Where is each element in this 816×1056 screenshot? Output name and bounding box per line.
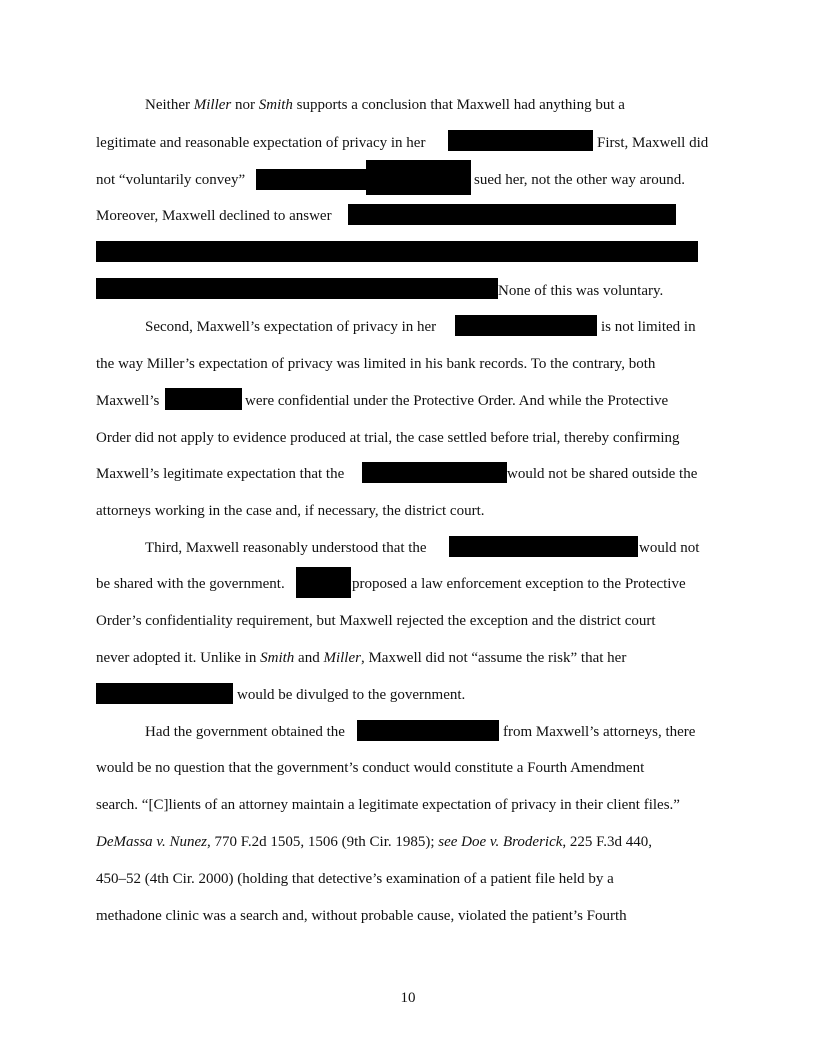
p2-line-6 [0, 500, 816, 522]
text: Had the government obtained the [145, 724, 345, 740]
case-citation: DeMassa v. Nunez [96, 834, 207, 850]
p4-line-6 [0, 905, 816, 927]
redaction-block [96, 278, 498, 299]
text: First, Maxwell did [597, 135, 709, 151]
text: sued her, not the other way around. [474, 172, 686, 188]
text: search. “[C]lients of an attorney maintain a legitimate expectation of privacy in their client files.” [96, 797, 680, 813]
text: would not be shared outside the [507, 466, 698, 482]
p1-line-1 [0, 94, 816, 116]
p4-line-4 [0, 831, 816, 853]
text: Order’s confidentiality requirement, but Maxwell rejected the exception and the district court [96, 613, 656, 629]
case-name: Miller [323, 650, 361, 666]
case-name: Smith [260, 650, 295, 666]
p4-line-2 [0, 757, 816, 779]
redaction-block [256, 169, 368, 190]
p3-line-2 [0, 573, 816, 595]
p4-line-5 [0, 868, 816, 890]
text: legitimate and reasonable expectation of privacy in her [96, 135, 426, 151]
p3-line-1 [0, 537, 816, 559]
p2-line-1 [0, 316, 816, 338]
text: be shared with the government. [96, 576, 285, 592]
redaction-block [296, 567, 351, 598]
text: attorneys working in the case and, if necessary, the district court. [96, 503, 485, 519]
text: , 225 F.3d 440, [562, 834, 653, 850]
text: nor [231, 97, 259, 113]
case-citation: see Doe v. Broderick [438, 834, 563, 850]
text: Maxwell’s [96, 393, 160, 409]
text: the way Miller’s expectation of privacy was limited in his bank records. To the contrary, both [96, 356, 656, 372]
text: , Maxwell did not “assume the risk” that her [360, 650, 627, 666]
p2-line-4 [0, 427, 816, 449]
redaction-block [165, 388, 242, 410]
case-name: Miller [193, 97, 232, 113]
p4-line-3 [0, 794, 816, 816]
text: would be no question that the government’s conduct would constitute a Fourth Amendment [96, 760, 645, 776]
text: would be divulged to the government. [237, 687, 466, 703]
redaction-block [448, 130, 593, 151]
text: 450–52 (4th Cir. 2000) (holding that detective’s examination of a patient file held by a [96, 871, 614, 887]
text: and [294, 650, 324, 666]
text: supports a conclusion that Maxwell had anything but a [292, 97, 625, 113]
p2-line-2 [0, 353, 816, 375]
redaction-block [455, 315, 597, 336]
page-number: 10 [400, 990, 416, 1006]
text: from Maxwell’s attorneys, there [503, 724, 696, 740]
text: not “voluntarily convey” [96, 172, 246, 188]
text: Neither [145, 97, 194, 113]
case-name: Smith [258, 97, 293, 113]
text: Moreover, Maxwell declined to answer [96, 208, 332, 224]
p3-line-4 [0, 647, 816, 669]
text: None of this was voluntary. [498, 283, 664, 299]
redaction-block [96, 241, 698, 262]
redaction-block [96, 683, 233, 704]
redaction-block [357, 720, 499, 741]
text: , 770 F.2d 1505, 1506 (9th Cir. 1985); [206, 834, 439, 850]
redaction-block [366, 160, 471, 195]
p1-line-2 [0, 132, 816, 154]
text: Third, Maxwell reasonably understood that the [145, 540, 427, 556]
text: methadone clinic was a search and, without probable cause, violated the patient’s Fourth [96, 908, 627, 924]
redaction-block [362, 462, 507, 483]
redaction-block [348, 204, 676, 225]
p3-line-3 [0, 610, 816, 632]
text: proposed a law enforcement exception to the Protective [352, 576, 686, 592]
text: is not limited in [601, 319, 696, 335]
text: were confidential under the Protective Order. And while the Protective [245, 393, 669, 409]
redaction-block [449, 536, 638, 557]
text: Maxwell’s legitimate expectation that the [96, 466, 345, 482]
text: Second, Maxwell’s expectation of privacy in her [145, 319, 437, 335]
text: never adopted it. Unlike in [96, 650, 261, 666]
p2-line-3 [0, 390, 816, 412]
text: would not [639, 540, 700, 556]
text: Order did not apply to evidence produced at trial, the case settled before trial, thereby confirming [96, 430, 680, 446]
